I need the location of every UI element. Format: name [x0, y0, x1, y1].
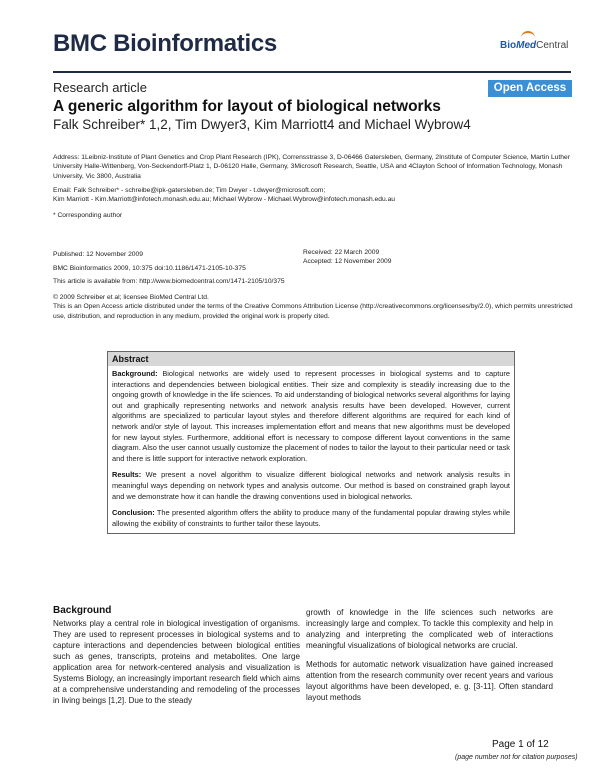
article-type: Research article — [53, 80, 147, 95]
background-heading: Background — [53, 605, 112, 616]
copyright-line-1: © 2009 Schreiber et al; licensee BioMed Central Ltd. — [53, 294, 209, 301]
header-rule — [53, 71, 571, 73]
logo-med: Med — [516, 40, 537, 51]
publication-info — [53, 250, 313, 274]
abstract-conclusion — [112, 508, 510, 529]
background-paragraph-3: Methods for automatic network visualization have gained increased attention from the research community over recent years and various layout algorithms have been developed, e. g. [3-11]. Often standard layout methods — [306, 660, 553, 702]
body-column-left — [53, 605, 300, 714]
accepted-date: Accepted: 12 November 2009 — [303, 258, 392, 266]
abstract-body — [108, 366, 514, 533]
background-paragraph-1: Networks play a central role in biological investigation of organisms. They are used to represent processes in biological systems and to capture interactions and dependencies between biological entities such as genes, transcripts, proteins and metabolites. One large application area for network-centered analysis and visualization is Systems Biology, an increasingly important research field which aims at a comprehensive understanding and remodeling of the processes in living beings [1,2]. Due to the steady — [53, 619, 300, 705]
availability-link[interactable]: This article is available from: http://www.biomedcentral.com/1471-2105/10/375 — [53, 278, 285, 285]
author-address: Address: 1Leibniz-Institute of Plant Genetics and Crop Plant Research (IPK), Corrensstrasse 3, D-06466 Gatersleben, Germany, 2Institute of Computer Science, Martin Luther University Halle-Wittenberg, Von-Seckendorff-Platz 1, D-06120 Halle, Germany, 3Microsoft Research, Seattle, USA and 4Clayton School of Information Technology, Monash University, Vic 3800, Australia — [53, 154, 570, 180]
received-date: Received: 22 March 2009 — [303, 249, 380, 256]
copyright-notice — [53, 293, 573, 321]
abstract-background-text: Biological networks are widely used to represent processes in biological systems and to capture interactions and dependencies between biological entities. Their size and complexity is steadily increasing due to the ongoing growth of knowledge in the life sciences. To aid understanding of biological networks several algorithms for laying out and graphically representing networks and network analysis results have been developed. However, current algorithms are specialized to particular layout styles and therefore different algorithms are required for each kind of network and/or style of layout. This increases implementation effort and means that new algorithms must be developed for new layout styles. Furthermore, additional effort is necessary to compose different layout conventions in the same diagram. Also the user cannot usually customize the placement of nodes to tailor the layout to their particular need or task and there is little support for interactive network exploration. — [112, 369, 511, 463]
page-number: Page 1 of 12 — [492, 739, 549, 750]
body-column-right — [306, 607, 553, 711]
abstract-results — [112, 470, 510, 502]
published-date: Published: 12 November 2009 — [53, 251, 143, 258]
copyright-line-2: This is an Open Access article distributed under the terms of the Creative Commons Attribution License (http://creativecommons.org/licenses/by/2.0), which permits unrestricted use, distribution, and reproduction in any medium, provided the original work is properly cited. — [53, 303, 573, 320]
abstract-results-text: We present a novel algorithm to visualize different biological networks and network analysis results in meaningful ways depending on network types and analysis outcome. Our method is based on constrained graph layout and we demonstrate how it can handle the drawing conventions used in biological networks. — [112, 470, 510, 501]
author-emails — [53, 186, 573, 205]
open-access-badge: Open Access — [488, 80, 572, 97]
abstract-heading: Abstract — [108, 352, 514, 366]
page-number-note: (page number not for citation purposes) — [455, 754, 578, 761]
abstract-background — [112, 369, 510, 464]
history-info — [303, 248, 503, 267]
citation: BMC Bioinformatics 2009, 10:375 doi:10.1186/1471-2105-10-375 — [53, 265, 246, 273]
abstract-background-label: Background: — [112, 369, 158, 378]
background-paragraph-2: growth of knowledge in the life sciences such networks are increasingly large and complex. To tackle this complexity and help in analyzing and interpreting the complicated web of interactions meaningful visualizations of biological networks are crucial. — [306, 608, 553, 650]
publisher-logo — [500, 40, 568, 51]
abstract-results-label: Results: — [112, 470, 142, 480]
emails-line-1: Email: Falk Schreiber* - schreibe@ipk-gatersleben.de; Tim Dwyer - t.dwyer@microsoft.com; — [53, 187, 326, 194]
emails-line-2: Kim Marriott - Kim.Marriott@infotech.monash.edu.au; Michael Wybrow - Michael.Wybrow@infotech.monash.edu.au — [53, 196, 396, 204]
abstract-box — [107, 351, 515, 534]
corresponding-author-note: * Corresponding author — [53, 212, 123, 219]
abstract-conclusion-text: The presented algorithm offers the ability to produce many of the fundamental popular drawing styles while allowing the exibility of constraints to further tailor these layouts. — [112, 508, 510, 528]
logo-bio: Bio — [500, 40, 517, 51]
abstract-conclusion-label: Conclusion: — [112, 508, 155, 518]
article-title: A generic algorithm for layout of biological networks — [53, 98, 441, 115]
logo-central: Central — [536, 40, 569, 51]
author-list: Falk Schreiber* 1,2, Tim Dwyer3, Kim Marriott4 and Michael Wybrow4 — [53, 117, 471, 132]
journal-title: BMC Bioinformatics — [53, 30, 277, 57]
